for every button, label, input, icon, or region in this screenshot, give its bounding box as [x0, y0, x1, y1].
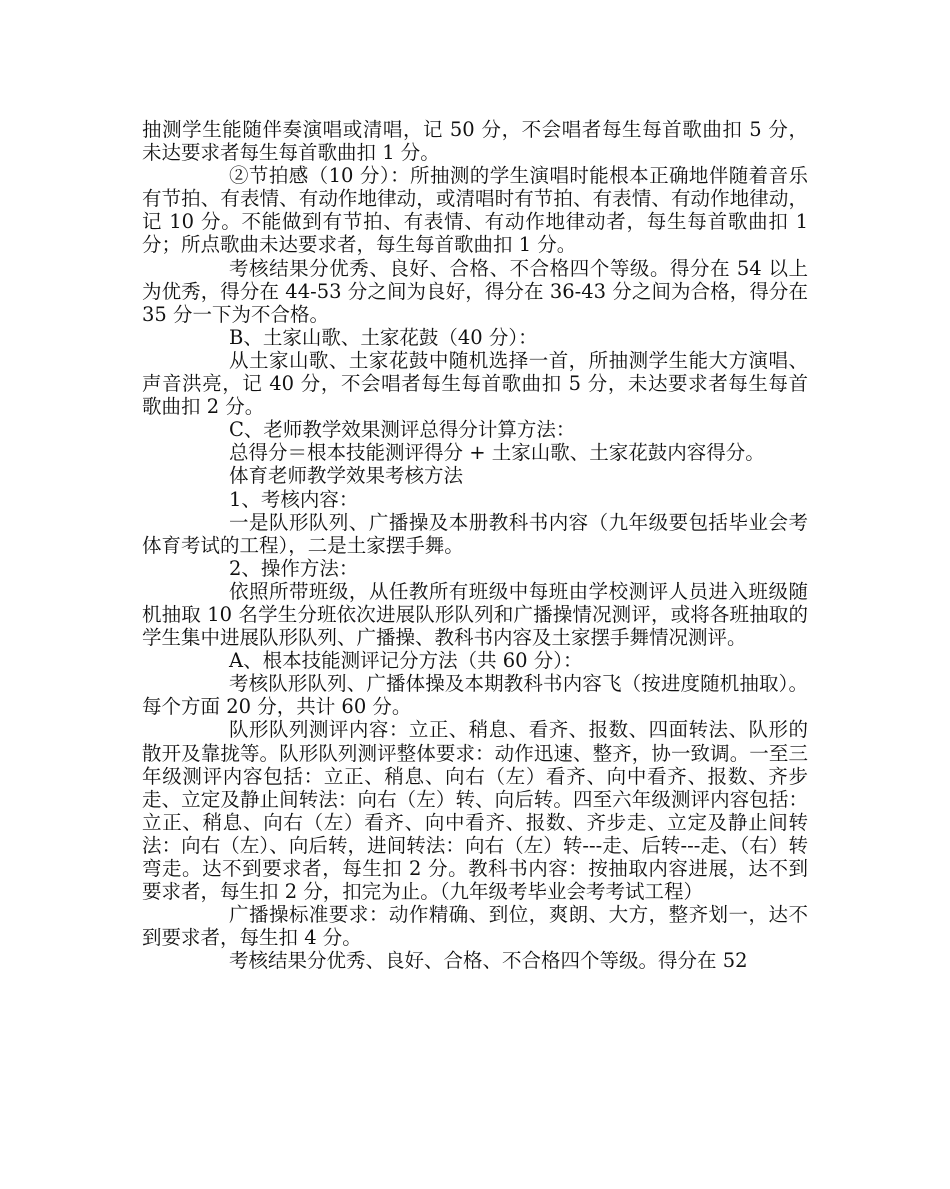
- section-heading: 1、考核内容：: [229, 487, 359, 511]
- formula-line: 总得分＝根本技能测评得分 + 土家山歌、土家花鼓内容得分。: [229, 441, 765, 465]
- paragraph: 考核结果分优秀、良好、合格、不合格四个等级。得分在 52: [229, 949, 748, 973]
- paragraph: ②节拍感（10 分）：所抽测的学生演唱时能根本正确地伴随着音乐有节拍、有表情、有动作地律动，或清唱时有节拍、有表情、有动作地律动，记 10 分。不能做到有节拍、有表情、有动作地律动者，每生每首歌曲扣 1 分；所点歌曲未达要求者，每生每首歌曲扣 1 分。: [142, 164, 808, 257]
- paragraph: 考核队形队列、广播体操及本期教科书内容飞（按进度随机抽取）。每个方面 20 分，共计 60 分。: [142, 672, 808, 719]
- paragraph: 一是队形队列、广播操及本册教科书内容（九年级要包括毕业会考体育考试的工程），二是土家摆手舞。: [142, 510, 808, 557]
- section-heading: B、土家山歌、土家花鼓（40 分）：: [229, 325, 538, 349]
- paragraph: 依照所带班级，从任教所有班级中每班由学校测评人员进入班级随机抽取 10 名学生分班依次进展队形队列和广播操情况测评，或将各班抽取的学生集中进展队形队列、广播操、教科书内容及土家摆手舞情况测评。: [142, 579, 808, 650]
- section-heading: C、老师教学效果测评总得分计算方法：: [229, 418, 576, 442]
- paragraph: 广播操标准要求：动作精确、到位，爽朗、大方，整齐划一，达不到要求者，每生扣 4 分。: [142, 903, 808, 950]
- paragraph: 抽测学生能随伴奏演唱或清唱，记 50 分，不会唱者每生每首歌曲扣 5 分，未达要求者每生每首歌曲扣 1 分。: [142, 118, 808, 165]
- section-heading: 2、操作方法：: [229, 556, 359, 580]
- section-title: 体育老师教学效果考核方法: [229, 464, 464, 488]
- section-heading: A、根本技能测评记分方法（共 60 分）：: [229, 649, 583, 673]
- paragraph: 从土家山歌、土家花鼓中随机选择一首，所抽测学生能大方演唱、声音洪亮，记 40 分，不会唱者每生每首歌曲扣 5 分，未达要求者每生每首歌曲扣 2 分。: [142, 348, 808, 419]
- document-body: [142, 118, 808, 972]
- paragraph: 考核结果分优秀、良好、合格、不合格四个等级。得分在 54 以上为优秀，得分在 44-53 分之间为良好，得分在 36-43 分之间为合格，得分在 35 分一下为不合格。: [142, 256, 808, 326]
- paragraph: 队形队列测评内容：立正、稍息、看齐、报数、四面转法、队形的散开及靠拢等。队形队列测评整体要求：动作迅速、整齐，协一致调。一至三年级测评内容包括：立正、稍息、向右（左）看齐、向中看齐、报数、齐步走、立定及静止间转法：向右（左）转、向后转。四至六年级测评内容包括：立正、稍息、向右（左）看齐、向中看齐、报数、齐步走、立定及静止间转法：向右（左）、向后转，进间转法：向右（左）转---走、后转---走、（右）转弯走。达不到要求者，每生扣 2 分。教科书内容：按抽取内容进展，达不到要求者，每生扣 2 分，扣完为止。（九年级考毕业会考考试工程）: [142, 718, 808, 904]
